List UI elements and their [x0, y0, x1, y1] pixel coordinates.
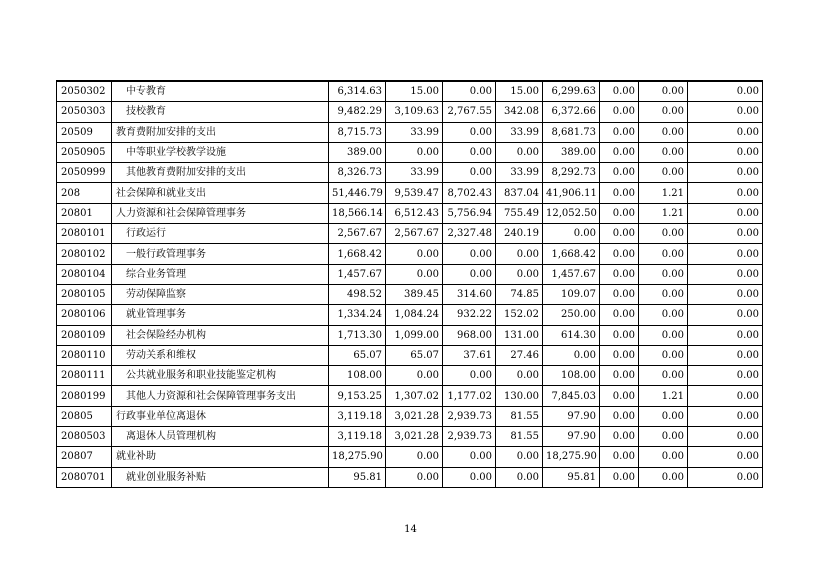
amount-cell: 389.00 [543, 142, 600, 162]
subject-code-cell: 2080110 [57, 345, 112, 365]
amount-cell: 0.00 [386, 244, 443, 264]
amount-cell: 95.81 [543, 467, 600, 487]
amount-cell: 65.07 [329, 345, 386, 365]
amount-cell: 837.04 [496, 183, 543, 203]
amount-cell: 0.00 [600, 224, 639, 244]
amount-cell: 342.08 [496, 102, 543, 122]
amount-cell: 0.00 [443, 81, 496, 102]
table-row [57, 244, 763, 264]
amount-cell: 1,334.24 [329, 305, 386, 325]
amount-cell: 0.00 [600, 102, 639, 122]
subject-code-cell: 2050905 [57, 142, 112, 162]
amount-cell: 0.00 [443, 447, 496, 467]
amount-cell: 0.00 [600, 183, 639, 203]
amount-cell: 0.00 [639, 81, 688, 102]
amount-cell: 0.00 [639, 224, 688, 244]
amount-cell: 6,512.43 [386, 203, 443, 223]
subject-name-cell: 公共就业服务和职业技能鉴定机构 [112, 366, 329, 386]
subject-name-cell: 就业管理事务 [112, 305, 329, 325]
amount-cell: 1,177.02 [443, 386, 496, 406]
amount-cell: 0.00 [600, 264, 639, 284]
amount-cell: 0.00 [688, 345, 763, 365]
amount-cell: 95.81 [329, 467, 386, 487]
table-row [57, 406, 763, 426]
amount-cell: 2,939.73 [443, 427, 496, 447]
subject-name-cell: 就业创业服务补贴 [112, 467, 329, 487]
amount-cell: 0.00 [639, 366, 688, 386]
amount-cell: 0.00 [443, 244, 496, 264]
subject-name-cell: 一般行政管理事务 [112, 244, 329, 264]
amount-cell: 0.00 [386, 142, 443, 162]
table-row [57, 345, 763, 365]
subject-code-cell: 2080503 [57, 427, 112, 447]
amount-cell: 0.00 [600, 427, 639, 447]
table-row [57, 366, 763, 386]
amount-cell: 0.00 [639, 142, 688, 162]
amount-cell: 389.00 [329, 142, 386, 162]
amount-cell: 18,275.90 [329, 447, 386, 467]
subject-code-cell: 20801 [57, 203, 112, 223]
amount-cell: 0.00 [443, 142, 496, 162]
amount-cell: 3,119.18 [329, 406, 386, 426]
subject-code-cell: 20805 [57, 406, 112, 426]
amount-cell: 755.49 [496, 203, 543, 223]
amount-cell: 932.22 [443, 305, 496, 325]
amount-cell: 0.00 [600, 386, 639, 406]
amount-cell: 3,119.18 [329, 427, 386, 447]
amount-cell: 0.00 [639, 163, 688, 183]
subject-code-cell: 20509 [57, 122, 112, 142]
amount-cell: 0.00 [639, 325, 688, 345]
amount-cell: 0.00 [600, 447, 639, 467]
table-row [57, 264, 763, 284]
amount-cell: 15.00 [496, 81, 543, 102]
amount-cell: 0.00 [639, 264, 688, 284]
amount-cell: 0.00 [688, 386, 763, 406]
amount-cell: 0.00 [639, 447, 688, 467]
amount-cell: 1,084.24 [386, 305, 443, 325]
amount-cell: 3,109.63 [386, 102, 443, 122]
table-body [57, 81, 763, 487]
amount-cell: 2,567.67 [386, 224, 443, 244]
amount-cell: 0.00 [496, 467, 543, 487]
amount-cell: 0.00 [688, 81, 763, 102]
subject-code-cell: 2050302 [57, 81, 112, 102]
subject-name-cell: 就业补助 [112, 447, 329, 467]
amount-cell: 2,939.73 [443, 406, 496, 426]
amount-cell: 33.99 [386, 122, 443, 142]
amount-cell: 41,906.11 [543, 183, 600, 203]
amount-cell: 0.00 [386, 366, 443, 386]
amount-cell: 614.30 [543, 325, 600, 345]
table-row [57, 102, 763, 122]
amount-cell: 498.52 [329, 284, 386, 304]
amount-cell: 0.00 [600, 142, 639, 162]
subject-name-cell: 教育费附加安排的支出 [112, 122, 329, 142]
amount-cell: 6,372.66 [543, 102, 600, 122]
amount-cell: 97.90 [543, 427, 600, 447]
amount-cell: 27.46 [496, 345, 543, 365]
subject-name-cell: 社会保障和就业支出 [112, 183, 329, 203]
amount-cell: 0.00 [543, 345, 600, 365]
amount-cell: 2,767.55 [443, 102, 496, 122]
amount-cell: 2,327.48 [443, 224, 496, 244]
subject-name-cell: 离退休人员管理机构 [112, 427, 329, 447]
amount-cell: 0.00 [688, 264, 763, 284]
amount-cell: 6,299.63 [543, 81, 600, 102]
subject-name-cell: 中等职业学校教学设施 [112, 142, 329, 162]
amount-cell: 0.00 [600, 325, 639, 345]
amount-cell: 0.00 [600, 366, 639, 386]
amount-cell: 0.00 [496, 264, 543, 284]
amount-cell: 74.85 [496, 284, 543, 304]
amount-cell: 0.00 [443, 264, 496, 284]
amount-cell: 18,275.90 [543, 447, 600, 467]
table-row [57, 427, 763, 447]
subject-code-cell: 2080106 [57, 305, 112, 325]
amount-cell: 97.90 [543, 406, 600, 426]
amount-cell: 0.00 [639, 467, 688, 487]
subject-code-cell: 2080199 [57, 386, 112, 406]
amount-cell: 152.02 [496, 305, 543, 325]
amount-cell: 0.00 [688, 163, 763, 183]
amount-cell: 1,668.42 [543, 244, 600, 264]
page-number: 14 [404, 524, 417, 535]
amount-cell: 37.61 [443, 345, 496, 365]
table-row [57, 163, 763, 183]
amount-cell: 0.00 [688, 427, 763, 447]
amount-cell: 8,681.73 [543, 122, 600, 142]
amount-cell: 0.00 [386, 447, 443, 467]
amount-cell: 109.07 [543, 284, 600, 304]
amount-cell: 0.00 [443, 467, 496, 487]
amount-cell: 1.21 [639, 386, 688, 406]
table-row [57, 386, 763, 406]
amount-cell: 0.00 [688, 305, 763, 325]
subject-code-cell: 2080109 [57, 325, 112, 345]
table-row [57, 81, 763, 102]
amount-cell: 240.19 [496, 224, 543, 244]
amount-cell: 0.00 [639, 122, 688, 142]
amount-cell: 0.00 [688, 122, 763, 142]
budget-table [56, 80, 763, 488]
amount-cell: 3,021.28 [386, 427, 443, 447]
subject-name-cell: 技校教育 [112, 102, 329, 122]
table-row [57, 142, 763, 162]
amount-cell: 7,845.03 [543, 386, 600, 406]
amount-cell: 51,446.79 [329, 183, 386, 203]
amount-cell: 0.00 [496, 366, 543, 386]
amount-cell: 8,702.43 [443, 183, 496, 203]
amount-cell: 65.07 [386, 345, 443, 365]
amount-cell: 0.00 [443, 163, 496, 183]
amount-cell: 33.99 [496, 122, 543, 142]
amount-cell: 0.00 [600, 406, 639, 426]
table-row [57, 325, 763, 345]
subject-code-cell: 2080111 [57, 366, 112, 386]
amount-cell: 0.00 [688, 366, 763, 386]
amount-cell: 1.21 [639, 203, 688, 223]
amount-cell: 0.00 [600, 467, 639, 487]
amount-cell: 389.45 [386, 284, 443, 304]
amount-cell: 1,457.67 [329, 264, 386, 284]
subject-code-cell: 2050303 [57, 102, 112, 122]
subject-code-cell: 2080102 [57, 244, 112, 264]
subject-code-cell: 2080101 [57, 224, 112, 244]
amount-cell: 0.00 [443, 366, 496, 386]
amount-cell: 6,314.63 [329, 81, 386, 102]
amount-cell: 0.00 [688, 284, 763, 304]
amount-cell: 0.00 [496, 142, 543, 162]
amount-cell: 0.00 [688, 406, 763, 426]
amount-cell: 0.00 [688, 325, 763, 345]
subject-name-cell: 其他人力资源和社会保障管理事务支出 [112, 386, 329, 406]
amount-cell: 1.21 [639, 183, 688, 203]
amount-cell: 8,292.73 [543, 163, 600, 183]
amount-cell: 0.00 [600, 81, 639, 102]
amount-cell: 0.00 [688, 244, 763, 264]
subject-code-cell: 20807 [57, 447, 112, 467]
amount-cell: 0.00 [639, 102, 688, 122]
amount-cell: 0.00 [600, 163, 639, 183]
amount-cell: 8,326.73 [329, 163, 386, 183]
amount-cell: 3,021.28 [386, 406, 443, 426]
amount-cell: 0.00 [386, 264, 443, 284]
table-row [57, 224, 763, 244]
subject-name-cell: 行政运行 [112, 224, 329, 244]
amount-cell: 0.00 [688, 467, 763, 487]
amount-cell: 108.00 [329, 366, 386, 386]
amount-cell: 0.00 [688, 224, 763, 244]
amount-cell: 0.00 [639, 244, 688, 264]
amount-cell: 1,099.00 [386, 325, 443, 345]
amount-cell: 0.00 [639, 284, 688, 304]
amount-cell: 1,713.30 [329, 325, 386, 345]
amount-cell: 0.00 [600, 345, 639, 365]
amount-cell: 2,567.67 [329, 224, 386, 244]
table-row [57, 183, 763, 203]
table-row [57, 447, 763, 467]
subject-name-cell: 综合业务管理 [112, 264, 329, 284]
table-row [57, 467, 763, 487]
amount-cell: 314.60 [443, 284, 496, 304]
table-row [57, 122, 763, 142]
amount-cell: 0.00 [543, 224, 600, 244]
table-row [57, 305, 763, 325]
amount-cell: 0.00 [600, 244, 639, 264]
subject-code-cell: 208 [57, 183, 112, 203]
amount-cell: 0.00 [639, 427, 688, 447]
amount-cell: 0.00 [639, 305, 688, 325]
amount-cell: 968.00 [443, 325, 496, 345]
amount-cell: 5,756.94 [443, 203, 496, 223]
amount-cell: 81.55 [496, 406, 543, 426]
amount-cell: 0.00 [386, 467, 443, 487]
amount-cell: 0.00 [639, 406, 688, 426]
amount-cell: 0.00 [443, 122, 496, 142]
amount-cell: 0.00 [639, 345, 688, 365]
table-row [57, 203, 763, 223]
subject-code-cell: 2080105 [57, 284, 112, 304]
amount-cell: 8,715.73 [329, 122, 386, 142]
table-row [57, 284, 763, 304]
amount-cell: 81.55 [496, 427, 543, 447]
amount-cell: 18,566.14 [329, 203, 386, 223]
subject-code-cell: 2080104 [57, 264, 112, 284]
amount-cell: 12,052.50 [543, 203, 600, 223]
amount-cell: 0.00 [496, 244, 543, 264]
amount-cell: 0.00 [600, 122, 639, 142]
subject-name-cell: 劳动保障监察 [112, 284, 329, 304]
subject-name-cell: 人力资源和社会保障管理事务 [112, 203, 329, 223]
amount-cell: 1,307.02 [386, 386, 443, 406]
subject-code-cell: 2050999 [57, 163, 112, 183]
subject-name-cell: 社会保险经办机构 [112, 325, 329, 345]
amount-cell: 9,539.47 [386, 183, 443, 203]
amount-cell: 130.00 [496, 386, 543, 406]
amount-cell: 0.00 [600, 203, 639, 223]
amount-cell: 33.99 [496, 163, 543, 183]
amount-cell: 0.00 [600, 284, 639, 304]
amount-cell: 1,457.67 [543, 264, 600, 284]
amount-cell: 0.00 [600, 305, 639, 325]
amount-cell: 0.00 [688, 102, 763, 122]
subject-name-cell: 行政事业单位离退休 [112, 406, 329, 426]
amount-cell: 9,482.29 [329, 102, 386, 122]
amount-cell: 131.00 [496, 325, 543, 345]
amount-cell: 0.00 [688, 447, 763, 467]
subject-code-cell: 2080701 [57, 467, 112, 487]
amount-cell: 0.00 [688, 142, 763, 162]
subject-name-cell: 中专教育 [112, 81, 329, 102]
subject-name-cell: 其他教育费附加安排的支出 [112, 163, 329, 183]
amount-cell: 0.00 [688, 203, 763, 223]
amount-cell: 250.00 [543, 305, 600, 325]
subject-name-cell: 劳动关系和维权 [112, 345, 329, 365]
amount-cell: 33.99 [386, 163, 443, 183]
amount-cell: 0.00 [688, 183, 763, 203]
amount-cell: 15.00 [386, 81, 443, 102]
amount-cell: 0.00 [496, 447, 543, 467]
amount-cell: 9,153.25 [329, 386, 386, 406]
amount-cell: 108.00 [543, 366, 600, 386]
amount-cell: 1,668.42 [329, 244, 386, 264]
